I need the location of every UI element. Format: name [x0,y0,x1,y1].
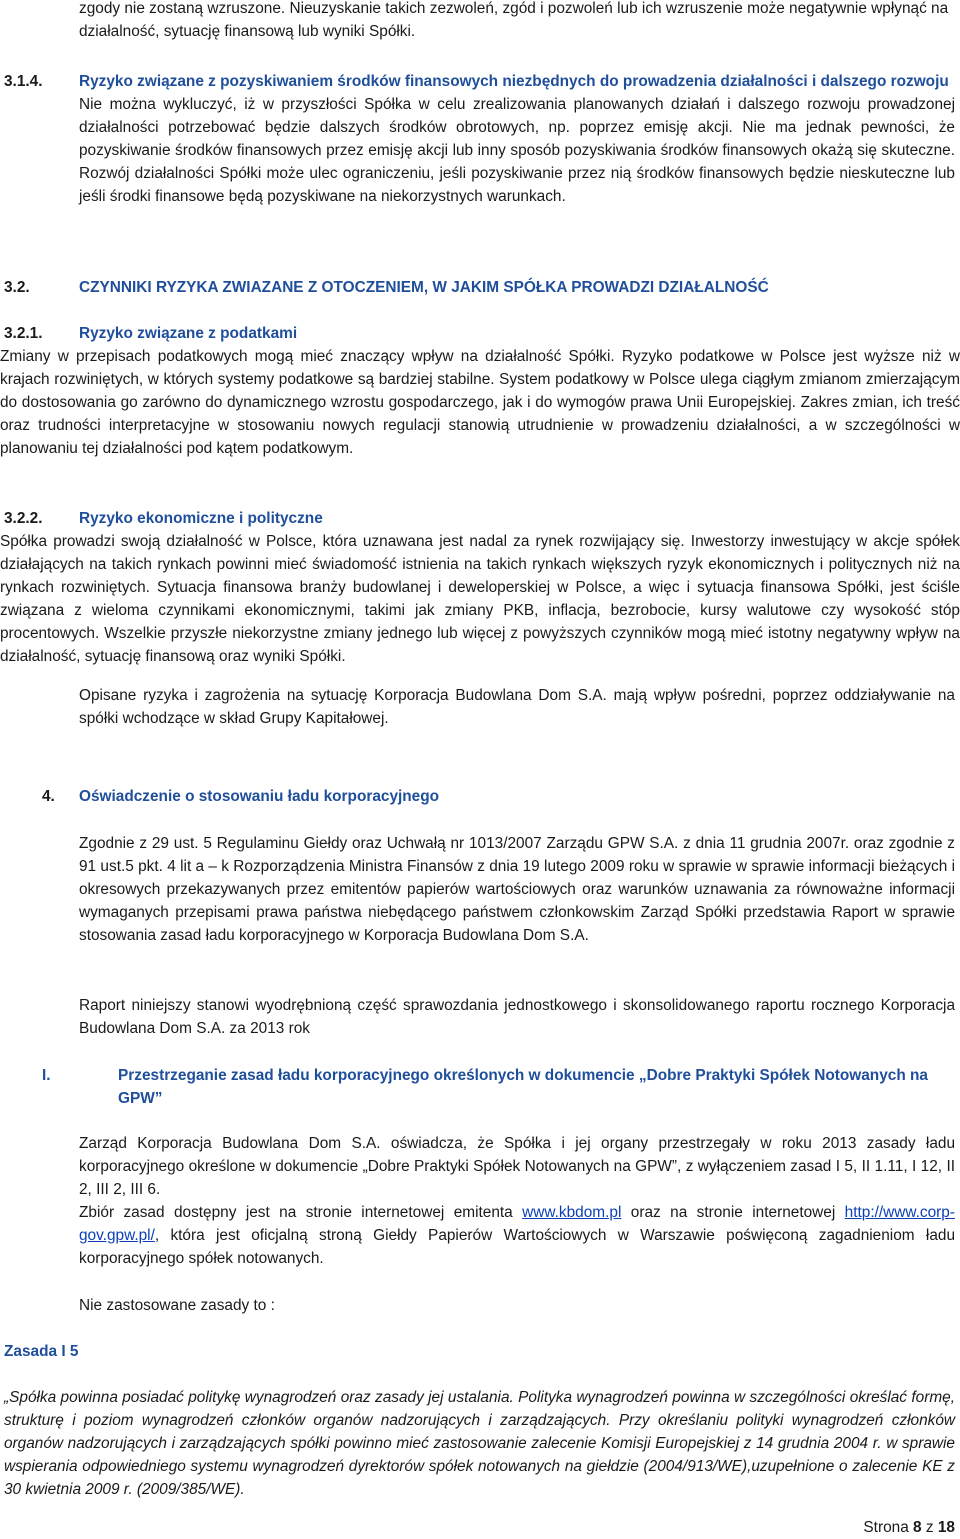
section-I-paragraph-2 [79,1201,955,1270]
section-number: 3.2.1. [4,325,43,342]
section-title: CZYNNIKI RYZYKA ZWIAZANE Z OTOCZENIEM, W JAKIM SPÓŁKA PROWADZI DZIAŁALNOŚĆ [79,279,769,296]
section-title: Ryzyko związane z pozyskiwaniem środków finansowych niezbędnych do prowadzenia działalności i dalszego rozwoju [79,73,949,90]
section-number: 3.2. [4,279,30,296]
paragraph-text: Zbiór zasad dostępny jest na stronie internetowej emitenta [79,1204,523,1221]
kbdom-link[interactable]: www.kbdom.pl [522,1204,622,1221]
page-separator: z [925,1519,934,1536]
section-3-1-4 [0,70,960,208]
paragraph-text: , która jest oficjalną stroną Giełdy Papierów Wartościowych w Warszawie poświęconą zagadnieniom ładu korporacyjnego spółek notowanych. [79,1227,955,1267]
zasada-quote: „Spółka powinna posiadać politykę wynagrodzeń oraz zasady jej ustalania. Polityka wynagrodzeń powinna w szczególności określać formę, strukturę i poziom wynagrodzeń członków organów nadzorujących i zarządzających. Przy określaniu polityki wynagrodzeń członków organów nadzorujących i zarządzających spółki powinno mieć zastosowanie zalecenie Komisji Europejskiej z 14 grudnia 2004 r. w sprawie wspierania odpowiedniego systemu wynagrodzeń dyrektorów spółek notowanych na giełdzie (2004/913/WE),uzupełnione o zalecenie KE z 30 kwietnia 2009 r. (2009/385/WE). [4,1389,955,1498]
paragraph-text: oraz na stronie internetowej [621,1204,845,1221]
page-number [863,1518,955,1538]
section-title: Ryzyko ekonomiczne i polityczne [79,510,323,527]
section-heading [0,322,955,345]
current-page: 8 [913,1519,922,1536]
section-heading [0,507,955,530]
section-4-paragraph-1: Zgodnie z 29 ust. 5 Regulaminu Giełdy oraz Uchwałą nr 1013/2007 Zarządu GPW S.A. z dnia 11 grudnia 2007r. oraz zgodnie z 91 ust.5 pkt. 4 lit a – k Rozporządzenia Ministra Finansów z dnia 19 lutego 2009 roku w sprawie w sprawie informacji bieżących i okresowych przekazywanych przez emitentów papierów wartościowych oraz warunków uznawania za równoważne informacji wymaganych przepisami prawa państwa niebędącego państwem członkowskim Zarząd Spółki przedstawia Raport w sprawie stosowania zasad ładu korporacyjnego w Korporacja Budowlana Dom S.A. [79,835,955,944]
section-number: 3.2.2. [4,510,43,527]
page-label: Strona [863,1519,909,1536]
section-title: Przestrzeganie zasad ładu korporacyjnego określonych w dokumencie „Dobre Praktyki Spółek Notowanych na GPW” [118,1067,928,1107]
corp-gov-link[interactable]: http://www.corp-gov.gpw.pl/ [79,1204,955,1244]
intro-paragraph: zgody nie zostaną wzruszone. Nieuzyskanie takich zezwoleń, zgód i pozwoleń lub ich wzruszenie może negatywnie wpłynąć na działalność, sytuację finansową lub wyniki Spółki. [79,0,949,40]
section-body: Zmiany w przepisach podatkowych mogą mieć znaczący wpływ na działalność Spółki. Ryzyko podatkowe w Polsce jest wyższe niż w krajach rozwiniętych, w których systemy podatkowe są bardziej stabilne. System podatkowy w Polsce ulega ciągłym zmianom zmierzającym do dostosowania go zarówno do dynamicznego wzrostu gospodarczego, jak i do wymogów prawa Unii Europejskiej. Zakres zmian, ich treść oraz trudności interpretacyjne w stosowaniu nowych regulacji stanowią utrudnienie w prowadzeniu działalności, a w szczególności w planowaniu tej działalności pod kątem podatkowym. [0,348,960,457]
section-3-2-2 [0,507,960,730]
section-number: 3.1.4. [4,73,43,90]
section-body: Spółka prowadzi swoją działalność w Polsce, która uznawana jest nadal za rynek rozwijający się. Inwestorzy inwestujący w akcje spółek działających na takich rynkach powinni mieć świadomość istnienia na takich rynkach większych ryzyk ekonomicznych i politycznych niż na rynkach rozwiniętych. Sytuacja finansowa branży budowlanej i deweloperskiej w Polsce, a więc i sytuacja finansowa Spółki, jest ściśle związana z wieloma czynnikami ekonomicznymi, takimi jak zmiany PKB, inflacja, bezrobocie, kursy walutowe czy wysokość stóp procentowych. Wszelkie przyszłe niekorzystne zmiany jednego lub więcej z powyższych czynników mogą mieć istotny negatywny wpływ na działalność, sytuację finansową oraz wyniki Spółki. [0,533,960,665]
section-3-2-heading [0,276,955,299]
section-4-heading [0,785,955,808]
section-3-2-1 [0,322,960,460]
section-heading [0,70,955,93]
zasada-label: Zasada I 5 [4,1343,79,1360]
section-I-paragraph-3: Nie zastosowane zasady to : [79,1297,275,1314]
section-4-paragraph-2: Raport niniejszy stanowi wyodrębnioną część sprawozdania jednostkowego i skonsolidowanego raportu rocznego Korporacja Budowlana Dom S.A. za 2013 rok [79,997,955,1037]
section-I-paragraph-1: Zarząd Korporacja Budowlana Dom S.A. oświadcza, że Spółka i jej organy przestrzegały w roku 2013 zasady ładu korporacyjnego określone w dokumencie „Dobre Praktyki Spółek Notowanych na GPW”, z wyłączeniem zasad I 5, II 1.11, I 12, II 2, III 2, III 6. [79,1135,955,1198]
section-body: Nie można wykluczyć, iż w przyszłości Spółka w celu zrealizowania planowanych działań i dalszego rozwoju prowadzonej działalności potrzebować będzie dalszych środków obrotowych, np. poprzez emisję akcji. Nie ma jednak pewności, że pozyskiwanie środków finansowych przez emisję akcji lub inny sposób pozyskiwania środków finansowych okażą się skuteczne. Rozwój działalności Spółki może ulec ograniczeniu, jeśli pozyskiwanie przez nią środków finansowych będzie nieskuteczne lub jeśli środki finansowe będą pozyskiwane na niekorzystnych warunkach. [79,96,955,205]
section-body-2: Opisane ryzyka i zagrożenia na sytuację Korporacja Budowlana Dom S.A. mają wpływ pośredni, poprzez oddziaływanie na spółki wchodzące w skład Grupy Kapitałowej. [79,687,955,727]
total-pages: 18 [937,1519,955,1536]
section-number: I. [42,1067,51,1084]
section-title: Oświadczenie o stosowaniu ładu korporacyjnego [79,788,440,805]
section-number: 4. [42,788,55,805]
section-title: Ryzyko związane z podatkami [79,325,298,342]
section-I-heading [0,1064,955,1110]
